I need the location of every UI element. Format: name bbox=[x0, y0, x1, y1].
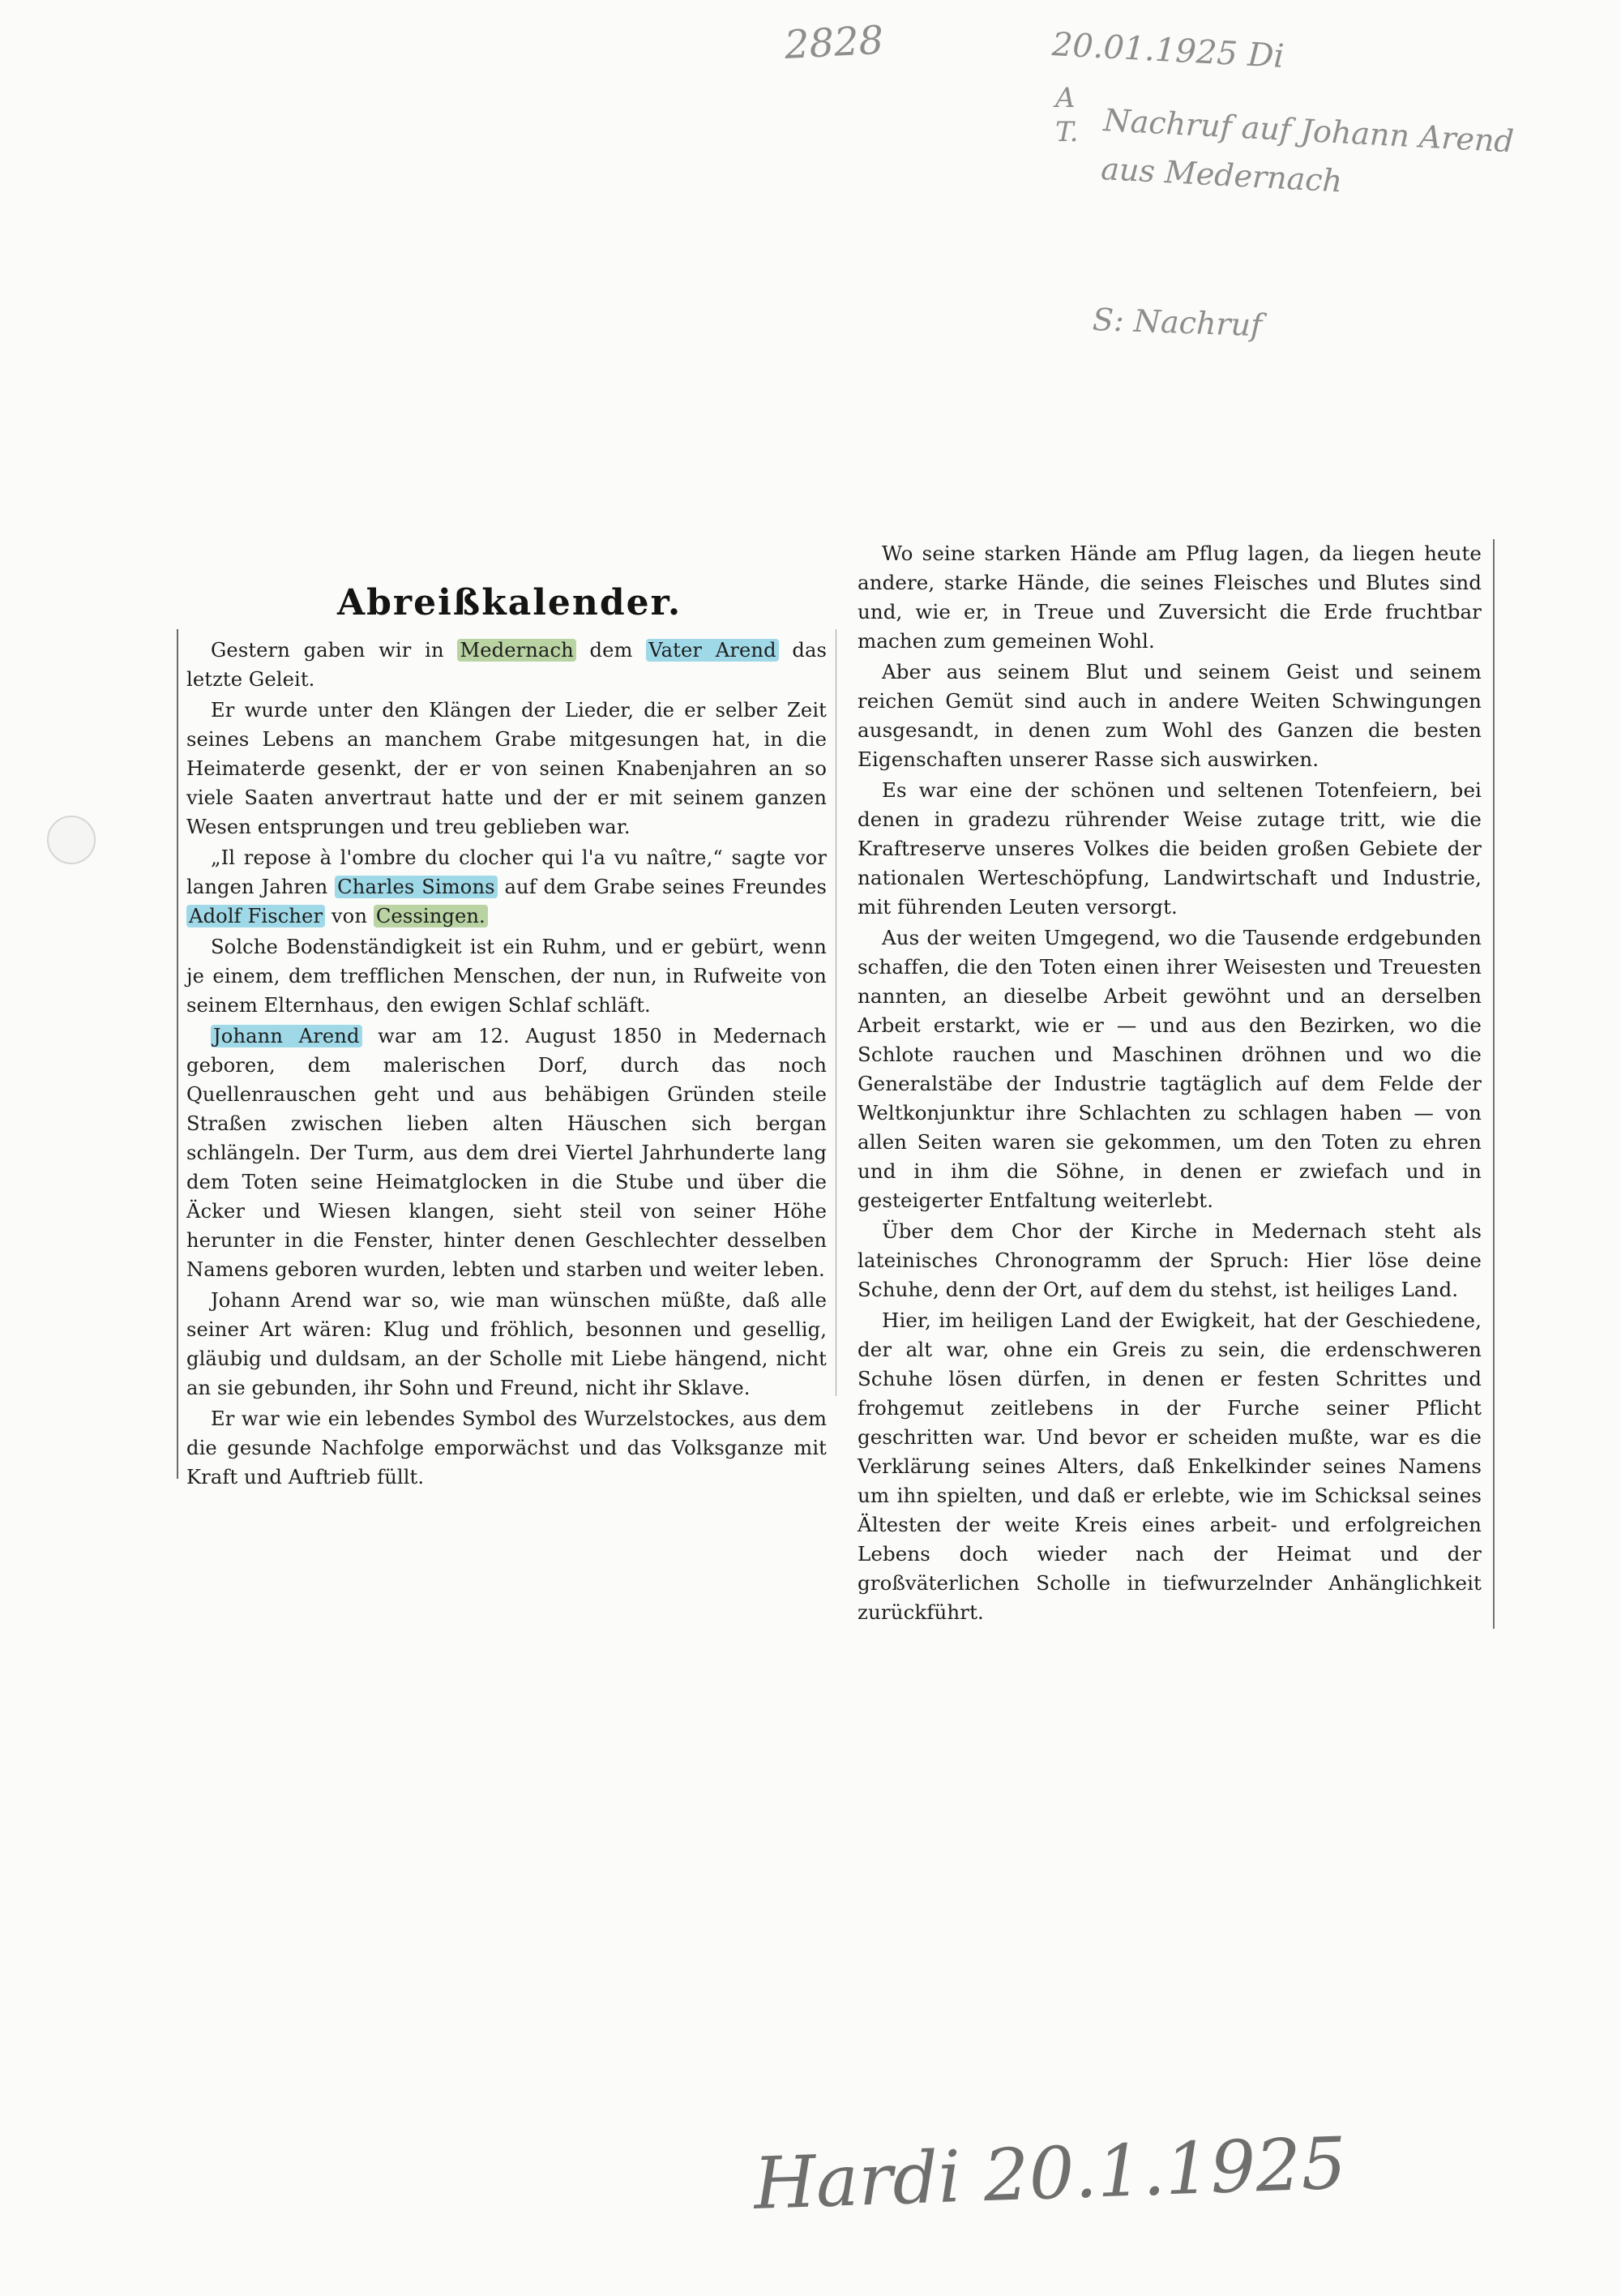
paragraph-8: Wo seine starken Hände am Pflug lagen, da liegen heute andere, starke Hände, die seines Fleisches und Blutes sind und, wie er, in Treue und Zuversicht die Erde fruchtbar machen zum gemeinen Wohl. bbox=[858, 542, 1482, 653]
paragraph-6: Johann Arend war so, wie man wünschen müßte, daß alle seiner Art wären: Klug und fröhlich, besonnen und gesellig, gläubig und duldsam, an der Scholle mit Liebe hängend, nicht an sie gebunden, ihr Sohn und Freund, nicht ihr Sklave. bbox=[186, 1289, 827, 1399]
clipping-right-column bbox=[858, 539, 1482, 1629]
paragraph-4: Solche Bodenständigkeit ist ein Ruhm, und er gebürt, wenn je einem, dem trefflichen Menschen, der nun, in Rufweite von seinem Elternhaus, den ewigen Schlaf schläft. bbox=[186, 936, 827, 1017]
highlight-person: Adolf Fischer bbox=[186, 905, 325, 927]
highlight-person: Vater Arend bbox=[646, 639, 778, 662]
text-run: war am 12. August 1850 in Medernach geboren, dem malerischen Dorf, durch das noch Quellenrauschen geht und aus behäbigen Gründen steile Straßen zwischen lieben alten Häuschen sich bergan schlängeln. Der Turm, aus dem drei Viertel Jahrhunderte lang dem Toten seine Heimatglocken in die Stube und über die Äcker und Wiesen klangen, sieht steil von seiner Höhe herunter in die Fenster, hinter denen Geschlechter desselben Namens geboren wurden, lebten und starben und weiter leben. bbox=[186, 1025, 827, 1281]
clipping-left-column bbox=[186, 582, 827, 1493]
paragraph-3 bbox=[186, 843, 827, 931]
paragraph-5 bbox=[186, 1022, 827, 1284]
text-run: von bbox=[325, 905, 374, 927]
text-run: dem bbox=[575, 639, 647, 662]
paragraph-11: Aus der weiten Umgegend, wo die Tausende erdgebunden schaffen, die den Toten einen ihrer Weisesten und Treuesten nannten, an dieselbe Arbeit gewöhnt und an derselben Arbeit erstarkt, wie er — und aus den Bezirken, wo die Schlote rauchen und Maschinen dröhnen und wo die Generalstäbe der Industrie tagtäglich auf dem Felde der Weltkonjunktur ihre Schlachten zu schlagen haben — von allen Seiten waren sie gekommen, um den Toten zu ehren und in ihm die Söhne, in denen er zwiefach und in gesteigerter Entfaltung weiterlebt. bbox=[858, 926, 1482, 1212]
tag-marks: A T. bbox=[1055, 82, 1079, 148]
paragraph-2: Er wurde unter den Klängen der Lieder, die er selber Zeit seines Lebens an manchem Grabe mitgesungen hat, in die Heimaterde gesenkt, der er von seinen Knabenjahren an so viele Saaten anvertraut hatte und der er mit seinem ganzen Wesen entsprungen und treu geblieben war. bbox=[186, 699, 827, 838]
paragraph-10: Es war eine der schönen und seltenen Totenfeiern, bei denen in gradezu rührender Weise zutage tritt, wie die Kraftreserve unseres Volkes die beiden großen Gebiete der nationalen Werteschöpfung, Landwirtschaft und Industrie, mit führenden Leuten versorgt. bbox=[858, 778, 1482, 919]
archive-number: 2828 bbox=[783, 17, 885, 68]
tag-subject: S: Nachruf bbox=[1092, 302, 1263, 344]
highlight-place: Cessingen. bbox=[374, 905, 488, 927]
paragraph-13: Hier, im heiligen Land der Ewigkeit, hat der Geschiedene, der alt war, ohne ein Greis zu sein, die erdenschweren Schuhe lösen dürfen, in denen er festen Schrittes und frohgemut zeitlebens in der Furche seiner Pflicht geschritten war. Und bevor er scheiden mußte, war es die Verklärung seines Alters, daß Enkelkinder seines Namens um ihn spielten, und daß er erlebte, wie im Schicksal seines Ältesten der weite Kreis eines arbeit- und erfolgreichen Lebens doch wieder nach der Heimat und der großväterlichen Scholle in tiefwurzelnder Anhänglichkeit zurückführt. bbox=[858, 1309, 1482, 1624]
highlight-person: Charles Simons bbox=[335, 876, 497, 898]
footer-handwritten-note: Hardi 20.1.1925 bbox=[752, 2121, 1348, 2225]
tag-topic: Nachruf auf Johann Arend aus Medernach bbox=[1100, 102, 1515, 199]
highlight-person: Johann Arend bbox=[211, 1025, 362, 1047]
highlight-place: Medernach bbox=[457, 639, 575, 662]
paragraph-9: Aber aus seinem Blut und seinem Geist und seinem reichen Gemüt sind auch in andere Weiten Schwingungen ausgesandt, in denen zum Wohl des Ganzen die besten Eigenschaften unserer Rasse sich auswirken. bbox=[858, 660, 1482, 771]
punch-hole bbox=[47, 816, 96, 864]
text-run: auf dem Grabe seines Freundes bbox=[497, 876, 827, 898]
text-run: das letzte Geleit. bbox=[186, 639, 827, 691]
paragraph-1 bbox=[186, 636, 827, 694]
article-title: Abreißkalender. bbox=[337, 582, 682, 623]
text-run: „Il repose à l'ombre du clocher qui l'a vu naître,“ sagte vor langen Jahren bbox=[186, 846, 827, 898]
text-run: Gestern gaben wir in bbox=[211, 639, 458, 662]
paragraph-7: Er war wie ein lebendes Symbol des Wurzelstockes, aus dem die gesunde Nachfolge emporwächst und das Volksganze mit Kraft und Auftrieb füllt. bbox=[186, 1407, 827, 1489]
paragraph-12: Über dem Chor der Kirche in Medernach steht als lateinisches Chronogramm der Spruch: Hier löse deine Schuhe, denn der Ort, auf dem du stehst, ist heiliges Land. bbox=[858, 1219, 1482, 1301]
archive-date: 20.01.1925 Di bbox=[1050, 26, 1285, 75]
